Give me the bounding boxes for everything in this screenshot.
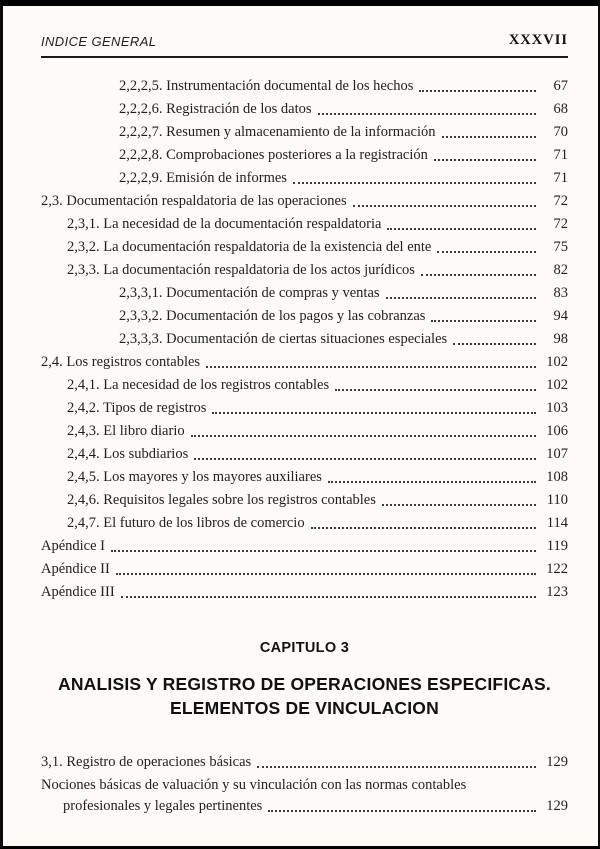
- toc-entry-page: 68: [553, 101, 568, 117]
- toc-entry-title: profesionales y legales pertinentes: [63, 798, 263, 814]
- toc-entry-title: 2,3,3,3. Documentación de ciertas situaciones especiales: [119, 331, 448, 347]
- toc-entry: [41, 584, 568, 602]
- toc-entry-title: Nociones básicas de valuación y su vinculación con las normas contables: [41, 776, 467, 793]
- dot-leader: [453, 343, 536, 345]
- dot-leader: [111, 550, 536, 552]
- dot-leader: [194, 458, 536, 460]
- toc-entry: [41, 331, 568, 349]
- toc-entry: [41, 777, 568, 795]
- toc-entry-title: 2,4,7. El futuro de los libros de comercio: [67, 515, 305, 531]
- toc-entry-title: 2,4. Los registros contables: [41, 354, 201, 370]
- toc-entry: [41, 147, 568, 165]
- dot-leader: [328, 481, 536, 483]
- toc-entry-page: 70: [553, 124, 568, 140]
- toc-entry-title: Apéndice I: [41, 538, 106, 554]
- toc-entry: [41, 561, 568, 579]
- toc-entry-page: 129: [546, 798, 568, 814]
- dot-leader: [434, 159, 536, 161]
- dot-leader: [386, 297, 536, 299]
- toc-entry-title: 2,2,2,6. Registración de los datos: [119, 101, 312, 117]
- dot-leader: [257, 766, 536, 768]
- toc-entry-page: 123: [546, 584, 568, 600]
- toc-entry-page: 108: [546, 469, 568, 485]
- toc-entry: [41, 308, 568, 326]
- dot-leader: [121, 596, 536, 598]
- toc-entry-page: 106: [546, 423, 568, 439]
- dot-leader: [387, 228, 536, 230]
- toc-entry: [41, 354, 568, 372]
- dot-leader: [311, 527, 536, 529]
- toc-entry-page: 72: [553, 193, 568, 209]
- page-header: [41, 32, 568, 58]
- toc-entry-page: 107: [546, 446, 568, 462]
- toc-entry: [41, 101, 568, 119]
- toc-entry: [41, 400, 568, 418]
- toc-entry-title: 2,3,1. La necesidad de la documentación respaldatoria: [67, 216, 382, 232]
- dot-leader: [335, 389, 536, 391]
- dot-leader: [419, 90, 536, 92]
- toc-entry: [41, 798, 568, 816]
- toc-entry: [41, 469, 568, 487]
- dot-leader: [382, 504, 536, 506]
- toc-entry-page: 71: [553, 147, 568, 163]
- toc-entry-title: 2,3. Documentación respaldatoria de las operaciones: [41, 193, 347, 209]
- chapter-title: [41, 672, 568, 720]
- toc-entry-page: 110: [546, 492, 568, 508]
- toc-entry-title: 2,4,2. Tipos de registros: [67, 400, 207, 416]
- toc-entry-title: 2,3,3. La documentación respaldatoria de los actos jurídicos: [67, 262, 415, 278]
- toc-entry-page: 94: [553, 308, 568, 324]
- dot-leader: [437, 251, 536, 253]
- toc-entry-title: 2,4,3. El libro diario: [67, 423, 185, 439]
- toc-entry-title: 2,2,2,9. Emisión de informes: [119, 170, 287, 186]
- toc-entry-page: 67: [553, 78, 568, 94]
- toc-entry: [41, 423, 568, 441]
- toc-entry-title: 2,3,3,2. Documentación de los pagos y las cobranzas: [119, 308, 426, 324]
- toc-entry-page: 82: [553, 262, 568, 278]
- toc-entry-title: 2,3,2. La documentación respaldatoria de la existencia del ente: [67, 239, 432, 255]
- toc-entry-title: Apéndice III: [41, 584, 115, 600]
- toc-entry-page: 119: [546, 538, 568, 554]
- dot-leader: [191, 435, 536, 437]
- dot-leader: [442, 136, 537, 138]
- toc-entry-page: 83: [553, 285, 568, 301]
- toc-entry-page: 71: [553, 170, 568, 186]
- toc-entry: [41, 754, 568, 772]
- toc-entry-title: 2,3,3,1. Documentación de compras y ventas: [119, 285, 380, 301]
- toc-entry-title: 2,2,2,7. Resumen y almacenamiento de la información: [119, 124, 436, 140]
- toc-entry: [41, 377, 568, 395]
- table-of-contents: [41, 78, 568, 816]
- toc-entry: [41, 124, 568, 142]
- dot-leader: [318, 113, 536, 115]
- toc-entry: [41, 78, 568, 96]
- toc-entry-title: 2,4,5. Los mayores y los mayores auxiliares: [67, 469, 322, 485]
- toc-entry: [41, 239, 568, 257]
- toc-list-chapter2: [41, 78, 568, 602]
- toc-entry: [41, 538, 568, 556]
- toc-entry-page: 103: [546, 400, 568, 416]
- toc-entry-page: 102: [546, 377, 568, 393]
- toc-entry-page: 102: [546, 354, 568, 370]
- toc-entry: [41, 285, 568, 303]
- toc-entry-page: 75: [553, 239, 568, 255]
- toc-entry: [41, 446, 568, 464]
- chapter-title-line1: ANALISIS Y REGISTRO DE OPERACIONES ESPECIFICAS.: [57, 673, 551, 694]
- chapter-heading: [41, 640, 568, 720]
- dot-leader: [421, 274, 536, 276]
- toc-entry-title: Apéndice II: [41, 561, 110, 577]
- toc-entry-title: 2,4,6. Requisitos legales sobre los registros contables: [67, 492, 376, 508]
- toc-entry: [41, 515, 568, 533]
- toc-entry-page: 129: [546, 753, 568, 770]
- chapter-kicker: CAPITULO 3: [259, 639, 350, 656]
- toc-entry: [41, 492, 568, 510]
- toc-entry-page: 72: [553, 216, 568, 232]
- dot-leader: [212, 412, 536, 414]
- header-page-number: XXXVII: [508, 32, 568, 48]
- dot-leader: [293, 182, 536, 184]
- toc-entry: [41, 262, 568, 280]
- dot-leader: [431, 320, 536, 322]
- toc-entry-page: 122: [546, 561, 568, 577]
- toc-entry-title: 2,4,1. La necesidad de los registros contables: [67, 377, 330, 393]
- dot-leader: [206, 366, 536, 368]
- toc-entry: [41, 193, 568, 211]
- dot-leader: [268, 810, 536, 812]
- toc-entry: [41, 170, 568, 188]
- toc-entry-page: 114: [546, 515, 568, 531]
- dot-leader: [353, 205, 536, 207]
- toc-entry: [41, 216, 568, 234]
- toc-entry-title: 2,2,2,5. Instrumentación documental de los hechos: [119, 78, 414, 94]
- header-title: INDICE GENERAL: [41, 34, 157, 49]
- toc-entry-title: 2,2,2,8. Comprobaciones posteriores a la registración: [119, 147, 428, 163]
- toc-entry-page: 98: [553, 331, 568, 347]
- toc-entry-title: 2,4,4. Los subdiarios: [67, 446, 189, 462]
- chapter-title-line2: ELEMENTOS DE VINCULACION: [170, 697, 439, 718]
- dot-leader: [116, 573, 536, 575]
- toc-list-chapter3: [41, 754, 568, 772]
- toc-entry-title: 3,1. Registro de operaciones básicas: [41, 753, 252, 770]
